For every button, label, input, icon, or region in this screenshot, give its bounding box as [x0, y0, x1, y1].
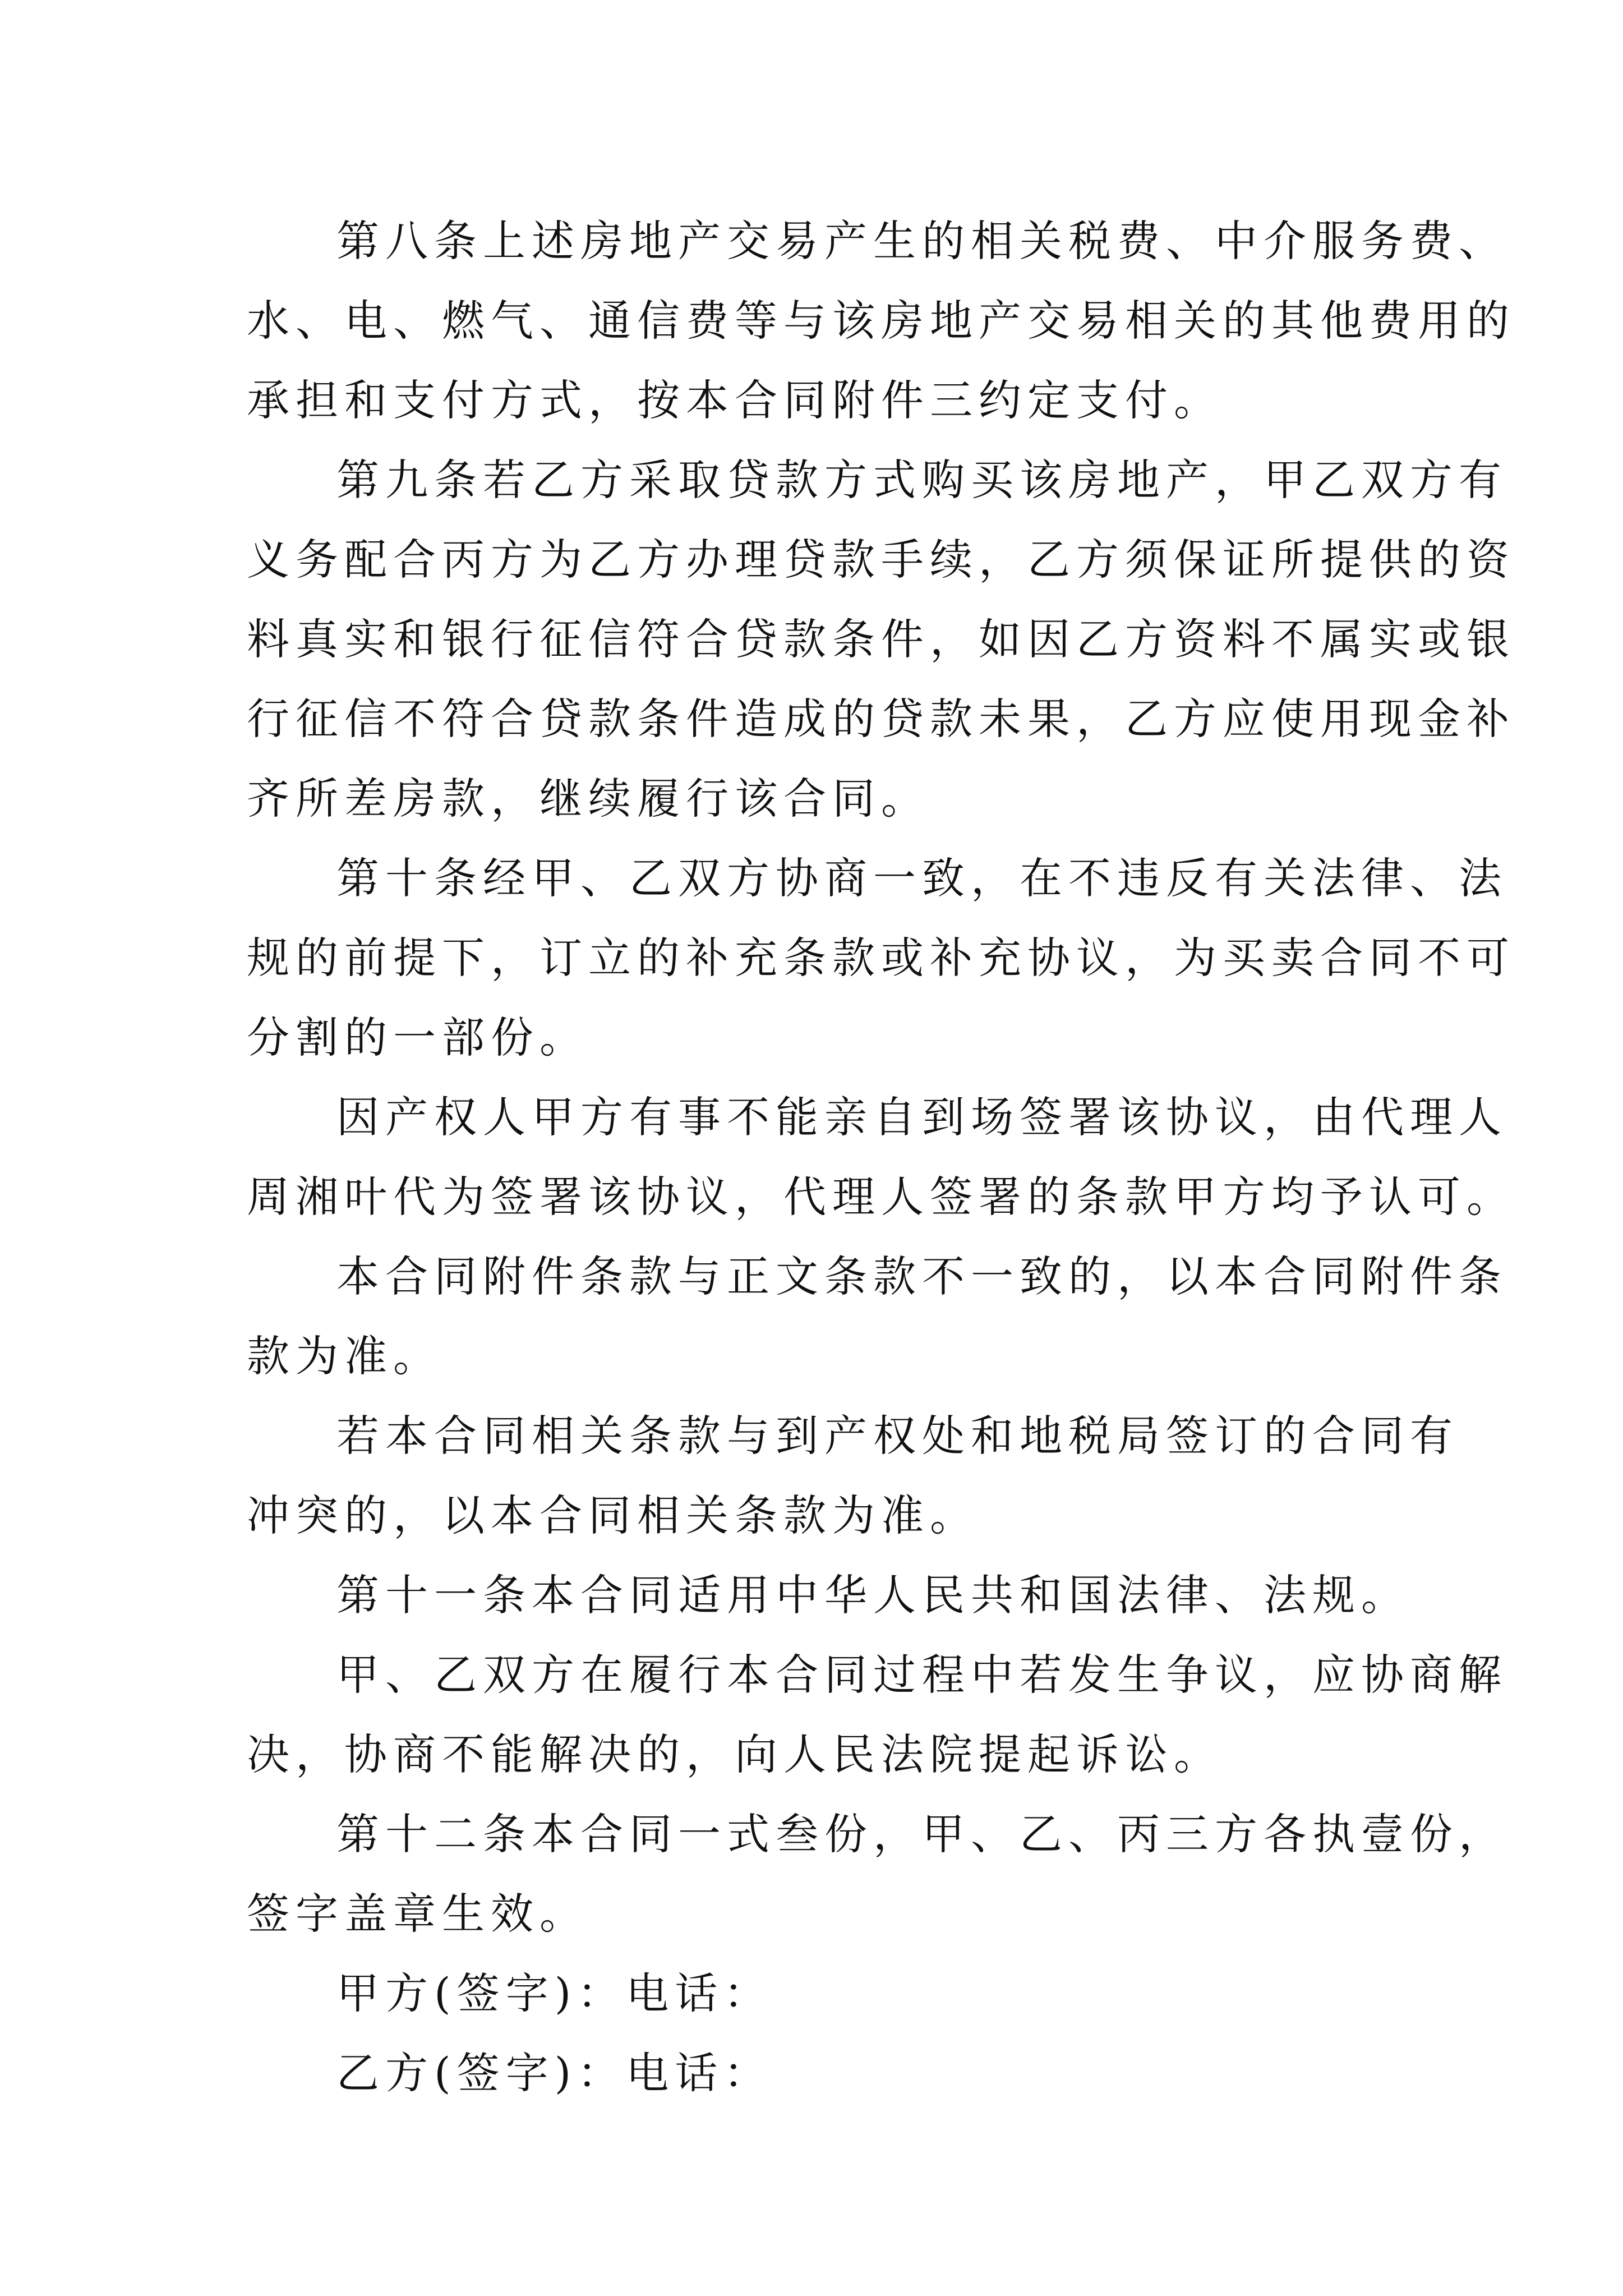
- party-a-signature-line: 甲方(签字)：电话：: [336, 1968, 773, 2018]
- conflict-paragraph-line-2: 冲突的，以本合同相关条款为准。: [247, 1490, 979, 1540]
- paragraph-9-line-4: 行征信不符合贷款条件造成的贷款未果，乙方应使用现金补: [247, 694, 1515, 744]
- agent-paragraph-line-1: 因产权人甲方有事不能亲自到场签署该协议，由代理人: [336, 1092, 1507, 1142]
- paragraph-10-line-3: 分割的一部份。: [247, 1013, 588, 1062]
- paragraph-9-line-3: 料真实和银行征信符合贷款条件，如因乙方资料不属实或银: [247, 614, 1515, 664]
- conflict-paragraph-line-1: 若本合同相关条款与到产权处和地税局签订的合同有: [336, 1411, 1459, 1461]
- agent-paragraph-line-2: 周湘叶代为签署该协议，代理人签署的条款甲方均予认可。: [247, 1172, 1515, 1222]
- paragraph-9-line-2: 义务配合丙方为乙方办理贷款手续，乙方须保证所提供的资: [247, 535, 1515, 585]
- dispute-paragraph-line-1: 甲、乙双方在履行本合同过程中若发生争议，应协商解: [336, 1650, 1507, 1700]
- paragraph-10-line-1: 第十条经甲、乙双方协商一致，在不违反有关法律、法: [336, 853, 1507, 903]
- annex-paragraph-line-1: 本合同附件条款与正文条款不一致的，以本合同附件条: [336, 1251, 1507, 1301]
- paragraph-8-line-1: 第八条上述房地产交易产生的相关税费、中介服务费、: [336, 216, 1507, 266]
- paragraph-9-line-5: 齐所差房款，继续履行该合同。: [247, 774, 930, 823]
- paragraph-8-line-2: 水、电、燃气、通信费等与该房地产交易相关的其他费用的: [247, 296, 1515, 346]
- party-b-signature-line: 乙方(签字)：电话：: [336, 2048, 773, 2098]
- paragraph-9-line-1: 第九条若乙方采取贷款方式购买该房地产，甲乙双方有: [336, 455, 1507, 505]
- annex-paragraph-line-2: 款为准。: [247, 1331, 442, 1381]
- dispute-paragraph-line-2: 决，协商不能解决的，向人民法院提起诉讼。: [247, 1729, 1223, 1779]
- paragraph-8-line-3: 承担和支付方式，按本合同附件三约定支付。: [247, 375, 1223, 425]
- paragraph-12-line-1: 第十二条本合同一式叁份，甲、乙、丙三方各执壹份，: [336, 1809, 1507, 1859]
- paragraph-12-line-2: 签字盖章生效。: [247, 1889, 588, 1939]
- paragraph-10-line-2: 规的前提下，订立的补充条款或补充协议，为买卖合同不可: [247, 933, 1515, 983]
- paragraph-11-line-1: 第十一条本合同适用中华人民共和国法律、法规。: [336, 1570, 1410, 1620]
